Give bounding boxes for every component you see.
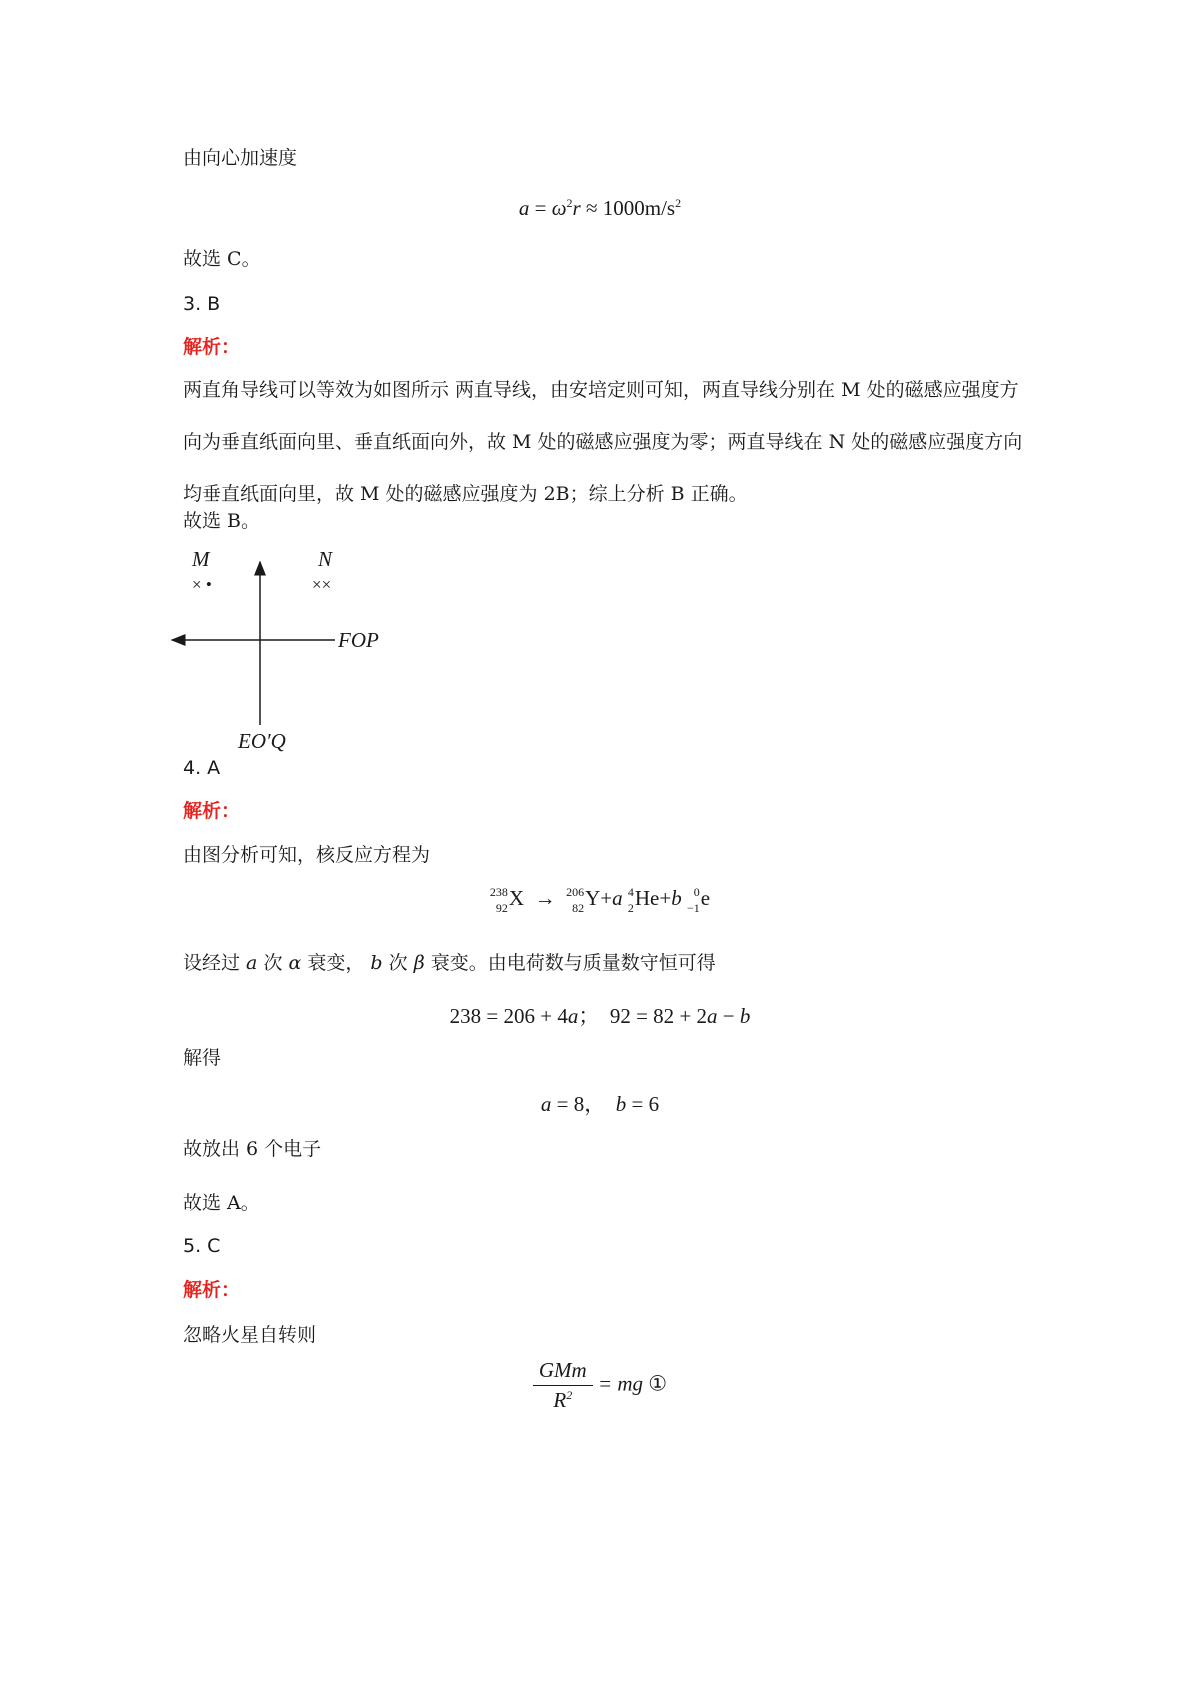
gravity-numerator: GMm xyxy=(533,1358,593,1386)
formula-gravity: $\frac{\text{GMm}}{R^2}$ = mg ① xyxy=(0,1358,1200,1413)
question-3-paragraph: 两直角导线可以等效为如图所示 两直导线，由安培定则可知，两直导线分别在 M 处的磁感应强度方向为垂直纸面向里、垂直纸面向外，故 M 处的磁感应强度为零；两直导线在 N 处的磁感应强度方向均垂直纸面向里，故 M 处的磁感应强度为 2B；综上分析 B 正确。 xyxy=(183,379,1023,505)
analysis-label-5: 解析： xyxy=(183,1279,241,1301)
formula-result: a = 8， b = 6 xyxy=(540,1092,660,1116)
analysis-label-3: 解析： xyxy=(183,336,241,358)
label-fop: FOP xyxy=(338,628,379,652)
question-4-intro: 由图分析可知，核反应方程为 xyxy=(183,844,431,866)
conclusion-a: 故选 A。 xyxy=(183,1192,260,1214)
analysis-label-4: 解析： xyxy=(183,800,241,822)
formula-conservation: 238 = 206 + 4a； 92 = 82 + 2a − b xyxy=(449,1004,751,1028)
gravity-denominator: $R^2$ xyxy=(553,1388,573,1412)
question-4-title: 4. A xyxy=(183,757,221,779)
electrons-line: 故放出 6 个电子 xyxy=(183,1138,322,1160)
marks-n: ×× xyxy=(312,575,332,594)
question-3-title: 3. B xyxy=(183,293,221,315)
question-5-intro: 忽略火星自转则 xyxy=(183,1324,317,1346)
question-4-decay-line: 设经过 a 次 α 衰变， b 次 β 衰变。由电荷数与质量数守恒可得 xyxy=(183,952,716,974)
text-line-centripetal: 由向心加速度 xyxy=(183,147,298,169)
formula-nuclear-reaction: 238 92 X → 206 82 Y+a 4 2 He+b 0 −1 e xyxy=(489,885,711,915)
formula-acceleration: $a = \omega^2r \approx 1000m/s^2$ xyxy=(518,196,682,220)
marks-m: × • xyxy=(192,575,212,594)
solve-label: 解得 xyxy=(183,1047,222,1069)
label-m: M xyxy=(192,547,210,571)
conclusion-c: 故选 C。 xyxy=(183,248,261,270)
question-5-title: 5. C xyxy=(183,1235,221,1257)
label-eoq: EO′Q xyxy=(238,729,286,753)
conclusion-b: 故选 B。 xyxy=(183,510,261,532)
label-n: N xyxy=(318,547,333,571)
magnetic-field-diagram xyxy=(170,540,430,760)
